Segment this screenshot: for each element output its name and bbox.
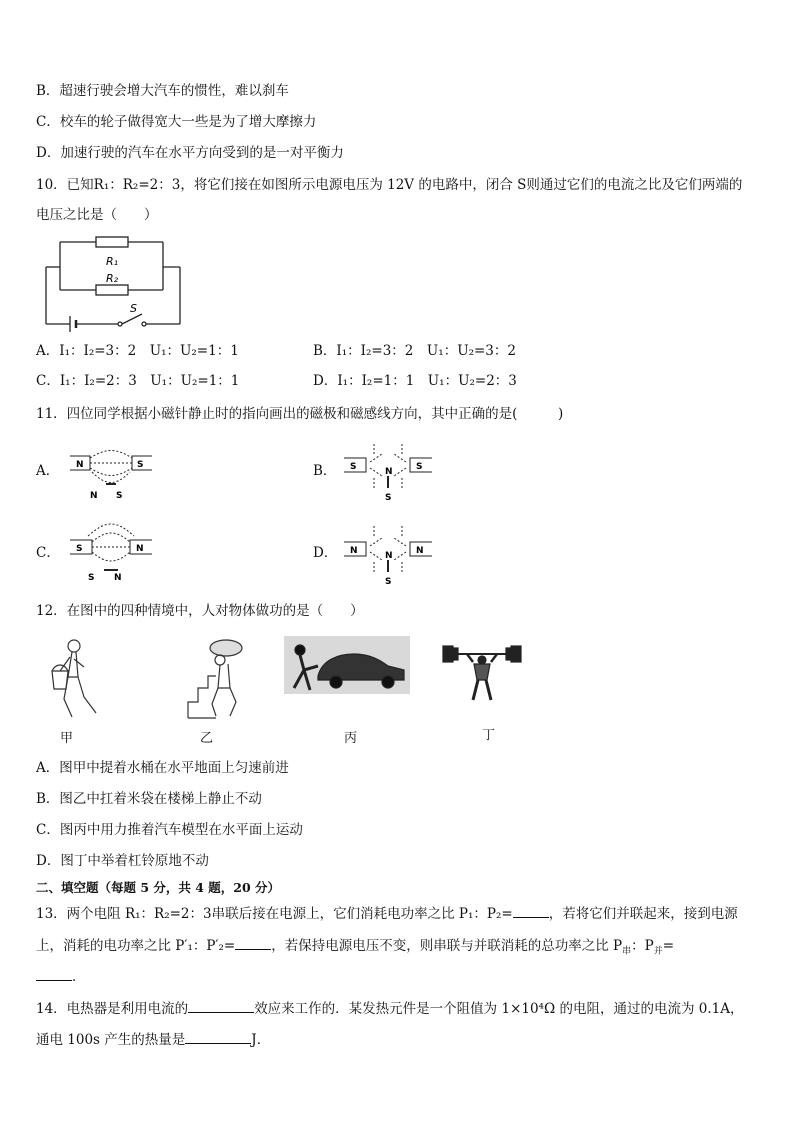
svg-text:N: N xyxy=(350,546,358,556)
svg-text:S: S xyxy=(137,460,144,470)
q12-caption-ding: 丁 xyxy=(482,728,496,743)
q13-blank-2[interactable] xyxy=(235,935,271,950)
q10-stem-line1: 10．已知R₁：R₂=2：3，将它们接在如图所示电源电压为 12V 的电路中，闭合 S则通过它们的电流之比及它们两端的 xyxy=(36,177,743,193)
section-heading: 二、填空题（每题 5 分，共 4 题，20 分） xyxy=(36,880,281,895)
svg-text:S: S xyxy=(385,493,392,503)
q14-line2: 通电 100s 产生的热量是 J． xyxy=(36,1029,270,1050)
q12-option-c: C．图丙中用力推着汽车模型在水平面上运动 xyxy=(36,822,303,838)
svg-text:S: S xyxy=(350,462,357,472)
q11-stem: 11．四位同学根据小磁针静止时的指向画出的磁极和磁感线方向，其中正确的是( ) xyxy=(36,406,564,422)
q12-option-a: A．图甲中提着水桶在水平地面上匀速前进 xyxy=(36,760,289,776)
q9-option-d: D．加速行驶的汽车在水平方向受到的是一对平衡力 xyxy=(36,145,344,161)
svg-text:S: S xyxy=(88,573,95,583)
q12-option-d: D．图丁中举着杠铃原地不动 xyxy=(36,853,209,869)
q14-line1: 14．电热器是利用电流的 效应来工作的．某发热元件是一个阻值为 1×10⁴Ω 的电阻，通过的电流为 0.1A， xyxy=(36,998,743,1019)
svg-text:S: S xyxy=(116,491,123,501)
q13-line1: 13．两个电阻 R₁：R₂=2：3串联后接在电源上，它们消耗电功率之比 P₁：P₂= ，若将它们并联起来，接到电源 xyxy=(36,903,738,924)
q12-figure-ding xyxy=(441,638,523,704)
q12-figure-bing xyxy=(284,636,410,694)
q14-blank-2[interactable] xyxy=(185,1029,251,1044)
q12-figure-yi xyxy=(186,636,254,720)
q12-option-b: B．图乙中扛着米袋在楼梯上静止不动 xyxy=(36,791,262,807)
q13-blank-1[interactable] xyxy=(513,903,549,918)
q11-magnet-figure-c xyxy=(66,522,156,584)
label-r2: R₂ xyxy=(106,272,119,285)
q9-option-b: B．超速行驶会增大汽车的惯性，难以刹车 xyxy=(36,83,289,99)
svg-text:N: N xyxy=(114,573,122,583)
svg-text:N: N xyxy=(416,546,424,556)
q10-option-a: A．I₁：I₂=3：2 U₁：U₂=1：1 xyxy=(36,343,239,359)
q11-option-c-label: C． xyxy=(36,545,60,561)
q12-caption-jia: 甲 xyxy=(60,731,74,746)
q10-option-d: D．I₁：I₂=1：1 U₁：U₂=2：3 xyxy=(313,373,517,389)
label-s: S xyxy=(130,302,137,315)
q13-line3: ． xyxy=(36,966,86,987)
q12-caption-bing: 丙 xyxy=(344,731,358,746)
q11-option-b-label: B． xyxy=(313,463,337,479)
svg-text:S: S xyxy=(416,462,423,472)
svg-text:N: N xyxy=(136,544,144,554)
q14-blank-1[interactable] xyxy=(188,998,254,1013)
q11-option-a-label: A． xyxy=(36,463,60,479)
q10-circuit-diagram xyxy=(38,232,188,332)
svg-text:S: S xyxy=(76,544,83,554)
q13-blank-3[interactable] xyxy=(36,966,72,981)
q10-stem-line2: 电压之比是（ ） xyxy=(36,207,158,223)
q13-line2: 上，消耗的电功率之比 P′₁：P′₂= ，若保持电源电压不变，则串联与并联消耗的总功率之比 $P_串$：$P_并=$ xyxy=(36,935,674,962)
svg-text:N: N xyxy=(385,467,393,477)
q11-option-d-label: D． xyxy=(313,545,338,561)
q12-caption-yi: 乙 xyxy=(200,731,214,746)
q11-magnet-figure-b xyxy=(340,440,436,504)
svg-text:N: N xyxy=(90,491,98,501)
q10-option-b: B．I₁：I₂=3：2 U₁：U₂=3：2 xyxy=(313,343,516,359)
q12-figure-jia xyxy=(44,637,106,723)
q10-option-c: C．I₁：I₂=2：3 U₁：U₂=1：1 xyxy=(36,373,240,389)
svg-text:S: S xyxy=(385,577,392,586)
label-r1: R₁ xyxy=(106,255,119,268)
q9-option-c: C．校车的轮子做得宽大一些是为了增大摩擦力 xyxy=(36,114,317,130)
svg-text:N: N xyxy=(76,460,84,470)
q11-magnet-figure-d xyxy=(340,522,440,586)
q12-stem: 12．在图中的四种情境中，人对物体做功的是（ ） xyxy=(36,603,364,619)
q11-magnet-figure-a xyxy=(66,442,156,502)
svg-text:N: N xyxy=(385,551,393,561)
